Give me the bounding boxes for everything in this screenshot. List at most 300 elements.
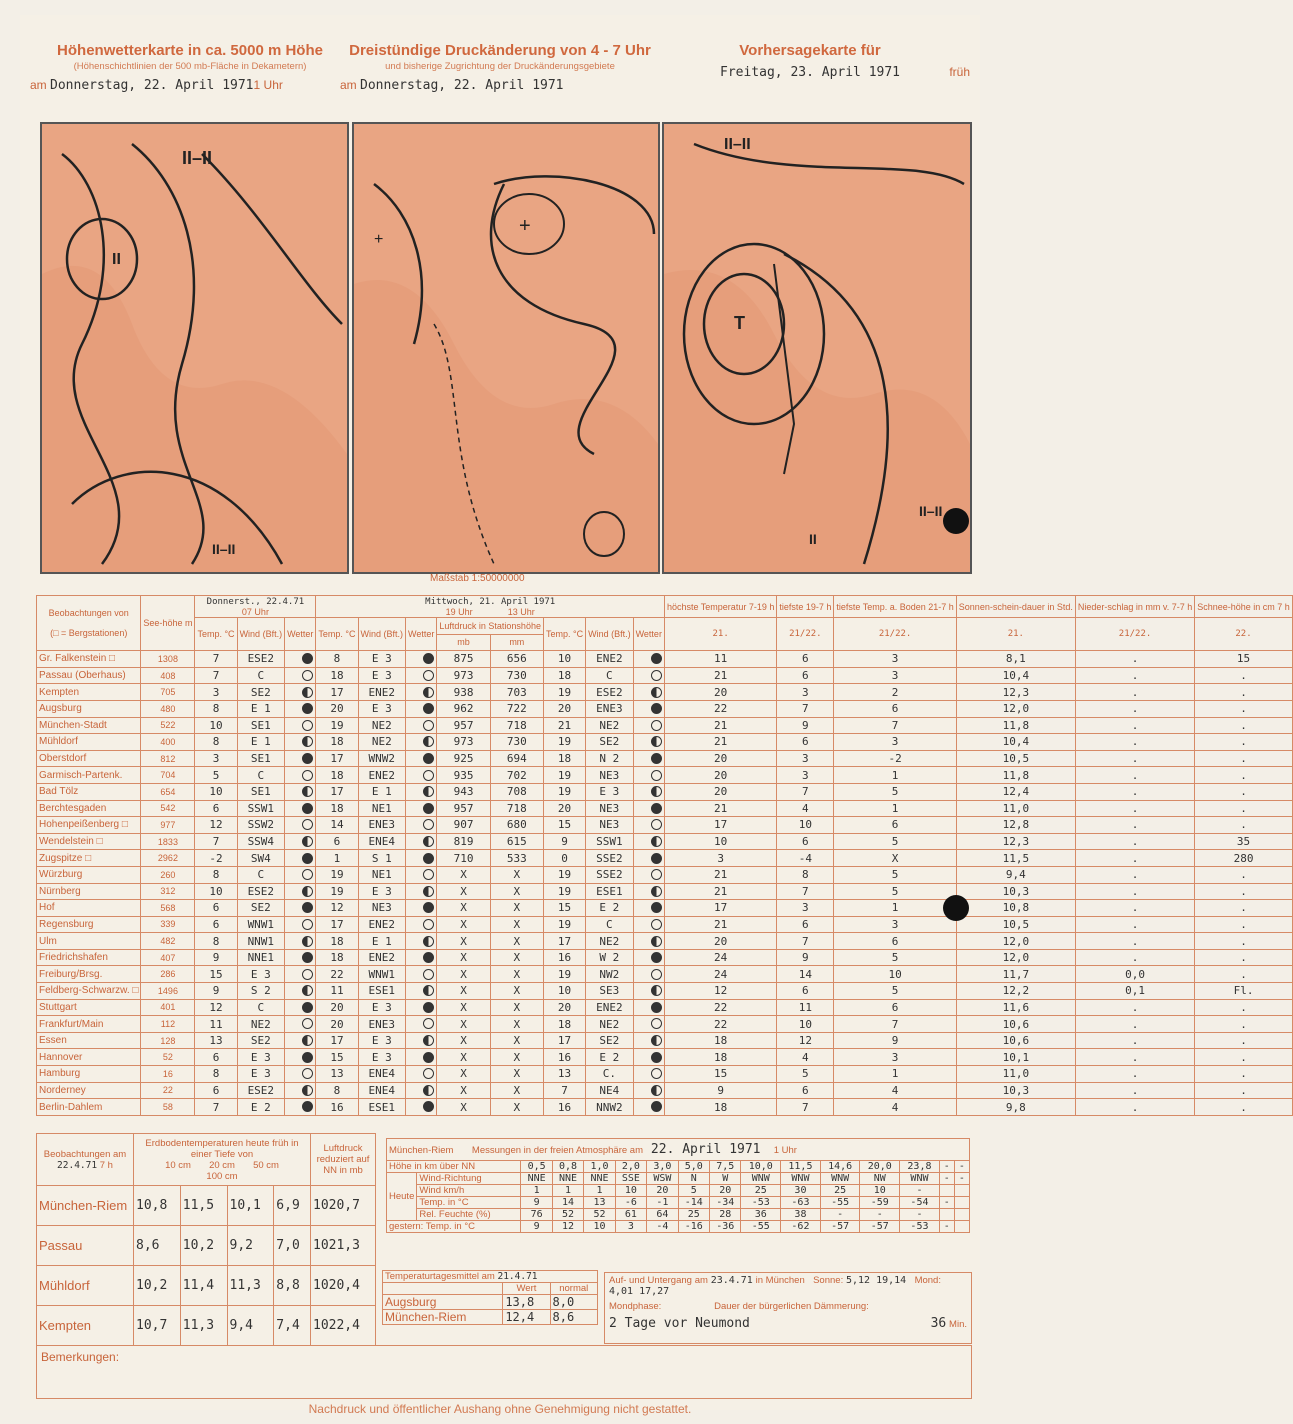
cell: NE3 (586, 817, 634, 834)
cell: SE1 (237, 717, 285, 734)
cell: 819 (437, 833, 490, 850)
cell: E 2 (237, 1099, 285, 1116)
cell: 1 (834, 800, 956, 817)
weather-icon (302, 703, 313, 714)
header-subtitle: und bisherige Zugrichtung der Druckänderungsgebiete (385, 61, 615, 72)
col-height: See-höhe m (141, 596, 195, 651)
cell: . (1195, 700, 1293, 717)
aloft-height: 10,0 (741, 1161, 781, 1173)
cell: Mühldorf (37, 734, 141, 751)
soil-value: 1021,3 (311, 1226, 376, 1266)
cell: 1308 (141, 651, 195, 668)
cell: Passau (Oberhaus) (37, 667, 141, 684)
cell: 12 (777, 1032, 834, 1049)
cell: 19 (543, 783, 585, 800)
cell: 21 (664, 800, 776, 817)
cell: 20 (316, 700, 358, 717)
cell: . (1195, 966, 1293, 983)
cell: . (1075, 767, 1194, 784)
cell: SSW2 (237, 817, 285, 834)
aloft-value: -62 (781, 1221, 821, 1233)
cell: 718 (490, 800, 543, 817)
weather-icon (651, 687, 662, 698)
cell: 12,2 (956, 983, 1075, 1000)
cell: 22 (664, 999, 776, 1016)
cell: Bad Tölz (37, 783, 141, 800)
aloft-height: 0,5 (521, 1161, 552, 1173)
cell: . (1075, 916, 1194, 933)
svg-text:+: + (374, 231, 384, 248)
cell: . (1195, 933, 1293, 950)
cell: 12,3 (956, 684, 1075, 701)
aloft-value: 9 (521, 1197, 552, 1209)
cell: 17 (316, 1032, 358, 1049)
col-station: Beobachtungen von (□ = Bergstationen) (37, 596, 141, 651)
cell: 11,7 (956, 966, 1075, 983)
cell: 4 (777, 1049, 834, 1066)
cell: Hamburg (37, 1066, 141, 1083)
aloft-height: 0,8 (552, 1161, 583, 1173)
cell: 19 (543, 883, 585, 900)
cell: ENE4 (358, 1066, 406, 1083)
weather-symbol (633, 1016, 664, 1033)
soil-value: 1020,7 (311, 1186, 376, 1226)
cell: . (1075, 1016, 1194, 1033)
cell: 3 (834, 1049, 956, 1066)
aloft-value: -57 (860, 1221, 900, 1233)
cell: 15 (543, 817, 585, 834)
cell: 19 (543, 767, 585, 784)
weather-icon (423, 1035, 434, 1046)
cell: 8 (195, 734, 237, 751)
cell: 1833 (141, 833, 195, 850)
aloft-value: -53 (741, 1197, 781, 1209)
weather-icon (302, 1052, 313, 1063)
weather-icon (302, 919, 313, 930)
weather-icon (302, 936, 313, 947)
cell: E 3 (358, 1049, 406, 1066)
aloft-value: WNW (781, 1173, 821, 1185)
weather-icon (651, 1035, 662, 1046)
weather-symbol (406, 767, 437, 784)
cell: . (1195, 767, 1293, 784)
cell: 4 (834, 1082, 956, 1099)
cell: 7 (777, 883, 834, 900)
cell: 482 (141, 933, 195, 950)
cell: 17 (316, 750, 358, 767)
weather-icon (423, 985, 434, 996)
soil-row (37, 1186, 376, 1226)
weather-symbol (633, 717, 664, 734)
weather-icon (423, 736, 434, 747)
weather-symbol (406, 817, 437, 834)
cell: 7 (195, 833, 237, 850)
cell: -2 (834, 750, 956, 767)
cell: . (1195, 817, 1293, 834)
cell: 12 (664, 983, 776, 1000)
col-boden: tiefste Temp. a. Boden 21-7 h (834, 596, 956, 618)
weather-icon (651, 1068, 662, 1079)
svg-text:II: II (112, 251, 121, 268)
aloft-value: -59 (860, 1197, 900, 1209)
punch-hole (943, 895, 969, 921)
cell: 962 (437, 700, 490, 717)
weather-icon (423, 687, 434, 698)
aloft-value: 20 (647, 1185, 678, 1197)
cell: 2 (834, 684, 956, 701)
aloft-value (939, 1209, 954, 1221)
weather-icon (302, 853, 313, 864)
weather-symbol (406, 734, 437, 751)
cell: 8 (195, 1066, 237, 1083)
weather-icon (302, 1018, 313, 1029)
aloft-value: -55 (741, 1221, 781, 1233)
cell: ENE2 (586, 651, 634, 668)
soil-station: München-Riem (37, 1186, 134, 1226)
cell: SE2 (237, 900, 285, 917)
cell: ENE2 (358, 684, 406, 701)
cell: . (1195, 999, 1293, 1016)
weather-icon (651, 886, 662, 897)
cell: . (1195, 667, 1293, 684)
aloft-value: - (900, 1185, 940, 1197)
cell: X (490, 1049, 543, 1066)
weather-icon (302, 836, 313, 847)
col-schnee: Schnee-höhe in cm 7 h (1195, 596, 1293, 618)
cell: 480 (141, 700, 195, 717)
aloft-value: WNW (900, 1173, 940, 1185)
cell: 12,8 (956, 817, 1075, 834)
cell: Nürnberg (37, 883, 141, 900)
aloft-value: - (939, 1173, 954, 1185)
cell: 6 (777, 916, 834, 933)
cell: 17 (316, 783, 358, 800)
aloft-value: 61 (615, 1209, 646, 1221)
cell: 943 (437, 783, 490, 800)
cell: C (586, 667, 634, 684)
weather-symbol (285, 750, 316, 767)
aloft-value (954, 1197, 969, 1209)
cell: 522 (141, 717, 195, 734)
cell: 312 (141, 883, 195, 900)
cell: Zugspitze □ (37, 850, 141, 867)
cell: 10 (195, 783, 237, 800)
weather-symbol (285, 1016, 316, 1033)
aloft-table (386, 1138, 970, 1233)
cell: 128 (141, 1032, 195, 1049)
aloft-value: NNE (521, 1173, 552, 1185)
weather-icon (302, 786, 313, 797)
cell: Garmisch-Partenk. (37, 767, 141, 784)
cell: . (1195, 1049, 1293, 1066)
cell: 20 (316, 1016, 358, 1033)
cell: 10 (195, 883, 237, 900)
aloft-value: 10 (615, 1185, 646, 1197)
weather-symbol (285, 767, 316, 784)
cell: Kempten (37, 684, 141, 701)
aloft-row (387, 1209, 970, 1221)
cell: 6 (316, 833, 358, 850)
soil-station: Kempten (37, 1306, 134, 1346)
soil-value: 8,6 (134, 1226, 181, 1266)
cell: 17 (316, 916, 358, 933)
aloft-rows (387, 1161, 970, 1233)
weather-icon (651, 936, 662, 947)
cell: 8,1 (956, 651, 1075, 668)
aloft-row (387, 1185, 970, 1197)
aloft-value: -63 (781, 1197, 821, 1209)
cell: 20 (543, 800, 585, 817)
cell: X (437, 1082, 490, 1099)
cell: Ulm (37, 933, 141, 950)
map-scale: Maßstab 1:50000000 (430, 573, 525, 584)
sun-row: Auf- und Untergang am 23.4.71 in München Sonne: 5,12 19,14 Mond: 4,01 17,27 (609, 1275, 941, 1297)
weather-icon (302, 736, 313, 747)
aloft-value: 28 (710, 1209, 741, 1221)
weather-icon (651, 1002, 662, 1013)
cell: X (437, 999, 490, 1016)
cell: 5 (834, 866, 956, 883)
soil-row (37, 1306, 376, 1346)
cell: 12,0 (956, 949, 1075, 966)
aloft-value: -55 (820, 1197, 860, 1209)
weather-symbol (406, 750, 437, 767)
cell: ENE3 (358, 1016, 406, 1033)
cell: NE2 (237, 1016, 285, 1033)
cell: E 2 (586, 900, 634, 917)
aloft-value: NNE (584, 1173, 615, 1185)
weather-symbol (285, 783, 316, 800)
weather-symbol (633, 999, 664, 1016)
soil-value: 1022,4 (311, 1306, 376, 1346)
cell: 6 (777, 667, 834, 684)
cell: ESE2 (586, 684, 634, 701)
cell: 20 (664, 684, 776, 701)
cell: ENE2 (358, 916, 406, 933)
cell: 3 (834, 651, 956, 668)
weather-symbol (406, 800, 437, 817)
soil-table (36, 1133, 376, 1346)
weather-symbol (633, 1082, 664, 1099)
aloft-value (954, 1209, 969, 1221)
cell: 12,3 (956, 833, 1075, 850)
aloft-value: 38 (781, 1209, 821, 1221)
weather-icon (423, 1101, 434, 1112)
cell: 10 (834, 966, 956, 983)
cell: NE3 (358, 900, 406, 917)
aloft-value (954, 1185, 969, 1197)
weather-icon (302, 653, 313, 664)
weather-icon (423, 770, 434, 781)
observation-table: Beobachtungen von (□ = Bergstationen) See-höhe m Donnerst., 22.4.71 07 Uhr Mittwoch, 21. April 1971 19 Uhr 13 Uhr höchste Temperatur 7-19 h tiefste 19-7 h tiefste Temp. a. Boden 21-7 h Sonnen-schein-dauer in Std. Nieder-schlag in mm v. 7-7 h Schnee-höhe in cm 7 h Temp. °C Wind (Bft.) Wetter Temp. °C Wind (Bft.) Wetter Luftdruck in Stationshöhe Temp. °C Wind (Bft.) Wetter 21. 21/22. 21/22. 21. 21/22. 22. mb mm Gr. Falkenstein □ 1308 7 ESE2 8 E 3 875 656 10 ENE2 11 6 3 8,1 . 15 Passau (Oberhaus) 408 7 C 18 E 3 973 730 18 C 21 6 3 10,4 . . Kempten 705 3 SE2 17 ENE2 938 703 19 ESE2 20 3 2 12,3 . . Augsburg 480 8 E 1 20 E 3 962 722 20 ENE3 22 7 6 12,0 . . München-Stadt 522 10 SE1 19 NE2 957 718 21 NE2 21 9 7 11,8 . . Mühldorf 400 8 E 1 18 NE2 973 730 19 SE2 21 6 3 10,4 . . Oberstdorf 812 3 SE1 17 WNW2 925 694 18 N 2 20 3 -2 10,5 . . Garmisch-Partenk. 704 5 C 18 ENE2 935 702 19 NE3 20 3 1 11,8 . . Bad Tölz 654 10 SE1 17 E 1 943 708 19 E 3 20 7 5 12,4 . . Berchtesgaden 542 6 SSW1 18 NE1 957 718 20 NE3 21 4 1 11,0 . . Hohenpeißenberg □ 977 12 SSW2 14 ENE3 907 680 15 NE3 17 10 6 12,8 . . Wendelstein □ 1833 7 SSW4 6 ENE4 819 615 9 SSW1 10 6 5 12,3 . 35 Zugspitze □ 2962 -2 SW4 1 S 1 710 533 0 SSE2 3 -4 X 11,5 . 280 Würzburg 260 8 C 19 NE1 X X 19 SSE2 21 8 5 9,4 . . Nürnberg 312 10 ESE2 19 E 3 X X 19 ESE1 21 7 5 10,3 . . Hof 568 6 SE2 12 NE3 X X 15 E 2 17 3 1 10,8 . . Regensburg 339 6 WNW1 17 ENE2 X X 19 C 21 6 3 10,5 . . Ulm 482 8 NNW1 18 E 1 X X 17 NE2 20 7 6 12,0 . . Friedrichshafen 407 9 NNE1 18 ENE2 X X 16 W 2 24 9 5 12,0 . . Freiburg/Brsg. 286 15 E 3 22 WNW1 X X 19 NW2 24 14 10 11,7 0,0 . Feldberg-Schwarzw. □ 1496 9 S 2 11 ESE1 X X 10 SE3 12 6 5 12,2 0,1 Fl. Stuttgart 401 12 C 20 E 3 X X 20 ENE2 22 11 6 11,6 . . Frankfurt/Main 112 11 NE2 20 ENE3 X X 18 NE2 22 10 7 10,6 . . Essen 128 13 SE2 17 E 3 X X 17 SE2 18 12 9 10,6 . . Hannover 52 6 E 3 15 E 3 X X 16 E 2 18 4 3 10,1 . . Hamburg 16 8 E 3 13 ENE4 X X 13 C. 15 5 1 11,0 . . Norderney 22 6 ESE2 8 ENE4 X X 7 NE4 9 6 4 10,3 . . Berlin-Dahlem 58 7 E 2 16 ESE1 X X 16 NNW2 18 7 4 9,8 . . (36, 595, 1293, 1116)
cell: SE3 (586, 983, 634, 1000)
weather-symbol (285, 916, 316, 933)
cell: X (490, 1082, 543, 1099)
weather-icon (302, 753, 313, 764)
aloft-value (954, 1221, 969, 1233)
cell: Berchtesgaden (37, 800, 141, 817)
weather-symbol (633, 750, 664, 767)
cell: 16 (316, 1099, 358, 1116)
cell: 24 (664, 949, 776, 966)
weather-symbol (285, 651, 316, 668)
cell: ENE2 (586, 999, 634, 1016)
weather-icon (651, 670, 662, 681)
cell: ENE4 (358, 833, 406, 850)
cell: 10 (664, 833, 776, 850)
weather-icon (651, 1085, 662, 1096)
cell: 21 (664, 916, 776, 933)
soil-row (37, 1226, 376, 1266)
soil-value: 9,2 (227, 1226, 274, 1266)
svg-text:II–II: II–II (182, 148, 213, 168)
cell: 3 (777, 900, 834, 917)
cell: 5 (195, 767, 237, 784)
weather-symbol (406, 1082, 437, 1099)
cell: 18 (316, 949, 358, 966)
cell: 3 (195, 684, 237, 701)
cell: . (1075, 783, 1194, 800)
cell: 11,8 (956, 717, 1075, 734)
soil-value: 7,0 (274, 1226, 311, 1266)
weather-symbol (285, 900, 316, 917)
weather-symbol (406, 883, 437, 900)
soil-value: 6,9 (274, 1186, 311, 1226)
cell: 702 (490, 767, 543, 784)
weather-icon (423, 1085, 434, 1096)
weather-icon (423, 952, 434, 963)
cell: NE4 (586, 1082, 634, 1099)
aloft-value: NNE (552, 1173, 583, 1185)
cell: E 3 (358, 700, 406, 717)
cell: 20 (664, 750, 776, 767)
cell: 11 (316, 983, 358, 1000)
cell: . (1075, 999, 1194, 1016)
aloft-height: 14,6 (820, 1161, 860, 1173)
cell: NE3 (586, 800, 634, 817)
aloft-height: - (954, 1161, 969, 1173)
cell: WNW1 (237, 916, 285, 933)
weather-icon (302, 952, 313, 963)
cell: 3 (834, 734, 956, 751)
cell: 16 (141, 1066, 195, 1083)
cell: 9 (195, 983, 237, 1000)
weather-symbol (406, 966, 437, 983)
aloft-value: -6 (615, 1197, 646, 1209)
cell: E 3 (358, 999, 406, 1016)
cell: 10,5 (956, 916, 1075, 933)
weather-symbol (406, 1066, 437, 1083)
cell: X (834, 850, 956, 867)
cell: 9 (543, 833, 585, 850)
cell: 680 (490, 817, 543, 834)
cell: 6 (195, 1049, 237, 1066)
aloft-value: 12 (552, 1221, 583, 1233)
cell: NNW2 (586, 1099, 634, 1116)
cell: . (1075, 734, 1194, 751)
weather-symbol (285, 966, 316, 983)
cell: 1 (834, 1066, 956, 1083)
table-row (37, 999, 1293, 1016)
cell: SE2 (237, 684, 285, 701)
cell: 12,4 (956, 783, 1075, 800)
table-row (37, 800, 1293, 817)
punch-hole (943, 508, 969, 534)
cell: 17 (664, 900, 776, 917)
weather-icon (302, 1085, 313, 1096)
soil-station: Mühldorf (37, 1266, 134, 1306)
cell: . (1075, 651, 1194, 668)
cell: 704 (141, 767, 195, 784)
cell: 15 (543, 900, 585, 917)
weather-symbol (633, 916, 664, 933)
table-row (37, 1032, 1293, 1049)
header-date-line: am Donnerstag, 22. April 19711 Uhr (30, 78, 283, 93)
cell: . (1195, 866, 1293, 883)
soil-value: 10,7 (134, 1306, 181, 1346)
cell: . (1075, 1099, 1194, 1116)
table-row (37, 833, 1293, 850)
cell: 718 (490, 717, 543, 734)
cell: . (1075, 684, 1194, 701)
cell: 703 (490, 684, 543, 701)
weather-symbol (406, 651, 437, 668)
aloft-value: - (954, 1173, 969, 1185)
table-row (37, 717, 1293, 734)
cell: 14 (777, 966, 834, 983)
cell: 20 (543, 999, 585, 1016)
soil-press-title: Luftdruck reduziert auf NN in mb (311, 1134, 376, 1186)
cell: 12,0 (956, 700, 1075, 717)
weather-symbol (633, 1099, 664, 1116)
weather-icon (651, 853, 662, 864)
cell: ENE3 (358, 817, 406, 834)
weather-icon (651, 1052, 662, 1063)
cell: X (437, 1016, 490, 1033)
cell: 20 (543, 700, 585, 717)
cell: . (1195, 750, 1293, 767)
aloft-value: 25 (820, 1185, 860, 1197)
cell: C. (586, 1066, 634, 1083)
remarks-box (36, 1345, 972, 1399)
weather-icon (651, 803, 662, 814)
weather-icon (651, 720, 662, 731)
weather-symbol (633, 1032, 664, 1049)
weather-icon (651, 902, 662, 913)
cell: 8 (777, 866, 834, 883)
weather-symbol (633, 817, 664, 834)
cell: 17 (664, 817, 776, 834)
cell: E 2 (586, 1049, 634, 1066)
cell: 17 (316, 684, 358, 701)
cell: 401 (141, 999, 195, 1016)
weather-symbol (406, 717, 437, 734)
header-title: Dreistündige Druckänderung von 4 - 7 Uhr (349, 42, 651, 59)
aloft-value: 30 (781, 1185, 821, 1197)
cell: X (490, 1099, 543, 1116)
aloft-value: 64 (647, 1209, 678, 1221)
weather-symbol (285, 850, 316, 867)
cell: NE3 (586, 767, 634, 784)
table-row (37, 966, 1293, 983)
cell: ESE2 (237, 883, 285, 900)
cell: 19 (316, 866, 358, 883)
cell: 4 (777, 800, 834, 817)
cell: SE1 (237, 750, 285, 767)
cell: 10 (195, 717, 237, 734)
aloft-value: 10 (584, 1221, 615, 1233)
soil-value: 10,2 (180, 1226, 227, 1266)
